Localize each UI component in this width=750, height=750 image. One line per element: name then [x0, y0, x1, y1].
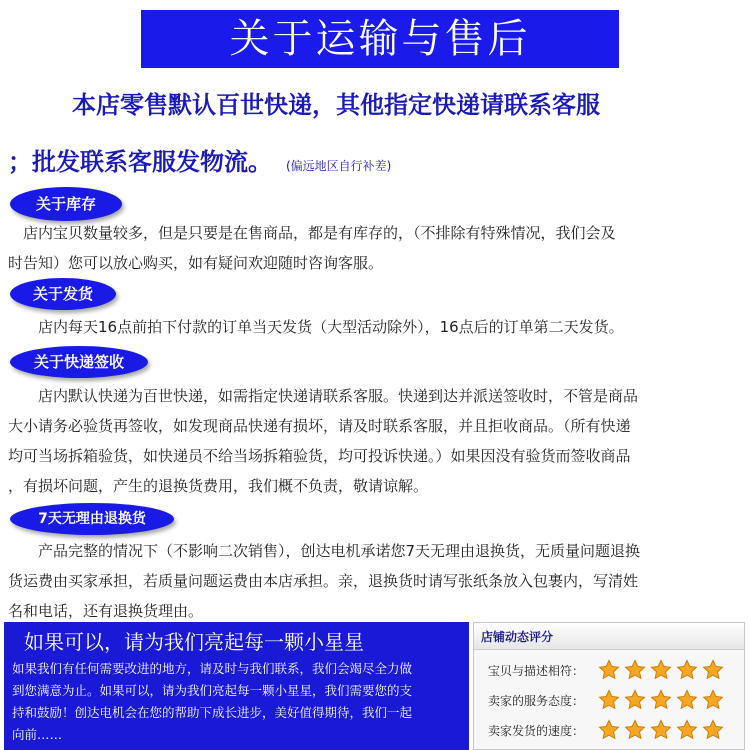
returns-paragraph	[8, 536, 748, 626]
star-icon	[598, 689, 620, 711]
page-title: 关于运输与售后	[141, 10, 619, 68]
rating-label: 宝贝与描述相符：	[488, 664, 585, 678]
signing-line: ，有损坏问题，产生的退换货费用，我们概不负责，敬请谅解。	[8, 477, 429, 495]
star-icon	[650, 689, 672, 711]
returns-line: 产品完整的情况下（不影响二次销售），创达电机承诺您7天无理由退换货，无质量问题退换	[8, 542, 641, 560]
shipping-line: 店内每天16点前拍下付款的订单当天发货（大型活动除外），16点后的订单第二天发货。	[8, 318, 624, 336]
star-icon	[702, 659, 724, 681]
signing-line: 大小请务必验货再签收，如发现商品快递有损坏，请及时联系客服，并且拒收商品。（所有快递	[8, 417, 631, 435]
rating-stars	[598, 689, 728, 711]
star-request-line: 向前……	[12, 727, 63, 742]
star-icon	[624, 719, 646, 741]
star-request-panel	[4, 622, 469, 750]
star-icon	[676, 659, 698, 681]
store-rating-panel	[473, 622, 745, 750]
star-icon	[624, 659, 646, 681]
star-request-body	[12, 658, 464, 746]
wholesale-policy-text: ；批发联系客服发物流。	[8, 147, 272, 176]
rating-label: 卖家的服务态度：	[488, 694, 585, 708]
rating-label: 卖家发货的速度：	[488, 724, 585, 738]
signing-heading: 关于快递签收	[10, 346, 148, 378]
star-request-line: 到您满意为止。如果可以，请为我们亮起每一颗小星星，我们需要您的支	[12, 683, 413, 698]
signing-line: 均可当场拆箱验货，如快递员不给当场拆箱验货，均可投诉快递。）如果因没有验货而签收商品	[8, 447, 631, 465]
rating-row-description	[474, 656, 744, 684]
star-icon	[702, 689, 724, 711]
shipping-paragraph	[8, 312, 748, 342]
rating-row-delivery	[474, 716, 744, 744]
store-rating-header	[474, 623, 744, 650]
shipping-heading: 关于发货	[10, 278, 116, 310]
stock-line: 时告知）您可以放心购买，如有疑问欢迎随时咨询客服。	[8, 254, 384, 272]
shipping-policy-line: 本店零售默认百世快递，其他指定快递请联系客服	[72, 90, 600, 119]
star-request-line: 如果我们有任何需要改进的地方，请及时与我们联系，我们会竭尽全力做	[12, 661, 413, 676]
star-icon	[650, 659, 672, 681]
stock-heading: 关于库存	[10, 187, 122, 221]
star-icon	[676, 689, 698, 711]
star-icon	[598, 719, 620, 741]
remote-area-note: (偏远地区自行补差)	[286, 159, 392, 173]
stock-line: 店内宝贝数量较多，但是只要是在售商品，都是有库存的，（不排除有特殊情况，我们会及	[8, 224, 616, 242]
star-request-title: 如果可以，请为我们亮起每一颗小星星	[24, 630, 364, 654]
star-icon	[598, 659, 620, 681]
star-request-line: 持和鼓励！创达电机会在您的帮助下成长进步，美好值得期待，我们一起	[12, 705, 413, 720]
signing-line: 店内默认快递为百世快递，如需指定快递请联系客服。快递到达并派送签收时，不管是商品	[8, 387, 639, 405]
rating-row-service	[474, 686, 744, 714]
star-icon	[650, 719, 672, 741]
rating-stars	[598, 659, 728, 681]
store-rating-title: 店铺动态评分	[481, 630, 554, 644]
returns-heading: 7天无理由退换货	[10, 503, 174, 535]
wholesale-policy-line	[8, 142, 391, 177]
star-icon	[624, 689, 646, 711]
star-icon	[676, 719, 698, 741]
star-icon	[702, 719, 724, 741]
signing-paragraph	[8, 381, 748, 501]
returns-line: 货运费由买家承担，若质量问题运费由本店承担。亲，退换货时请写张纸条放入包裹内，写清姓	[8, 572, 639, 590]
rating-stars	[598, 719, 728, 741]
returns-line: 名和电话，还有退换货理由。	[8, 602, 204, 620]
stock-paragraph	[8, 218, 748, 278]
